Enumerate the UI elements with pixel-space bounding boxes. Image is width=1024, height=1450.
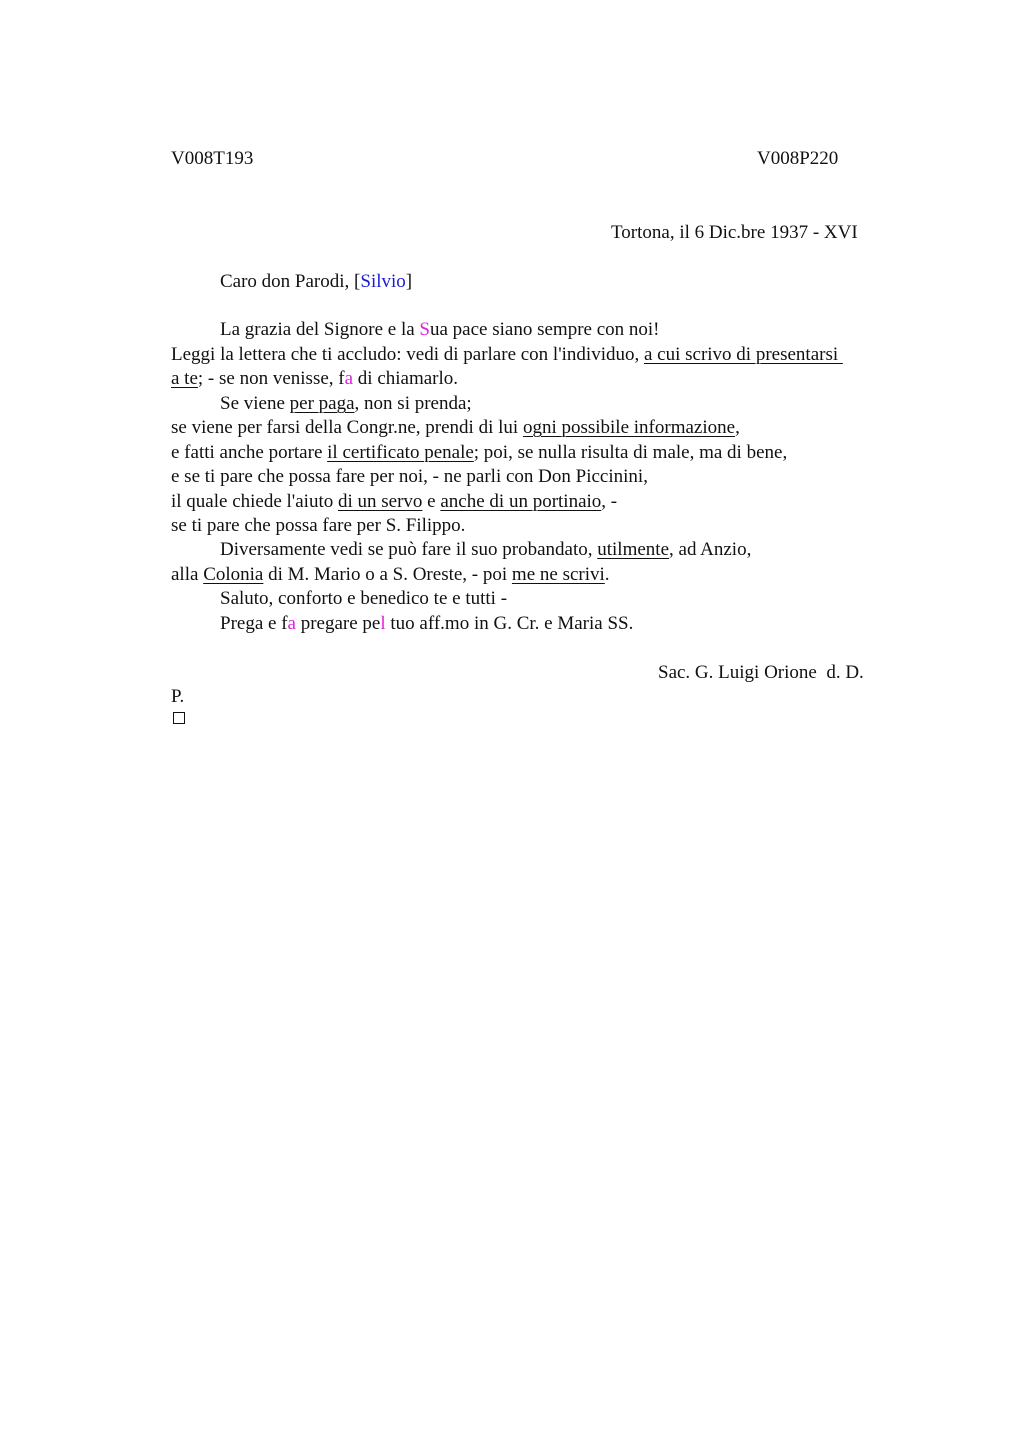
recipient-name: Silvio bbox=[360, 271, 406, 292]
underlined-text: il certificato penale bbox=[327, 442, 474, 463]
text-run: ; poi, se nulla risulta di male, ma di bene, bbox=[473, 442, 788, 463]
body-line-1 bbox=[220, 319, 660, 341]
text-run: Saluto, conforto e benedico te e tutti - bbox=[220, 588, 508, 609]
text-run: se viene per farsi della Congr.ne, prendi di lui bbox=[171, 417, 523, 438]
underlined-text: utilmente bbox=[597, 539, 670, 560]
text-run: . bbox=[604, 564, 610, 585]
body-line-12 bbox=[220, 588, 507, 610]
salutation bbox=[220, 271, 412, 293]
text-run: se ti pare che possa fare per S. Filippo. bbox=[171, 515, 466, 536]
text-run: Diversamente vedi se può fare il suo probandato, bbox=[220, 539, 598, 560]
body-line-2 bbox=[171, 344, 843, 366]
text-run: tuo aff.mo in G. Cr. e Maria SS. bbox=[385, 613, 634, 634]
corrected-letter: a bbox=[344, 368, 354, 389]
text-run: di chiamarlo. bbox=[353, 368, 459, 389]
underlined-text: anche di un portinaio bbox=[440, 491, 602, 512]
document-code-left: V008T193 bbox=[171, 148, 254, 169]
body-line-6 bbox=[171, 442, 787, 464]
text-run: e fatti anche portare bbox=[171, 442, 328, 463]
document-code-right: V008P220 bbox=[757, 148, 839, 169]
underlined-text: di un servo bbox=[337, 491, 423, 512]
underlined-text: a cui scrivo di presentarsi bbox=[643, 344, 843, 365]
text-run: e se ti pare che possa fare per noi, - ne parli con Don Piccinini, bbox=[171, 466, 648, 487]
signature: Sac. G. Luigi Orione d. D. bbox=[658, 662, 864, 683]
body-line-3 bbox=[171, 368, 458, 390]
text-run: Se viene bbox=[220, 393, 290, 414]
text-run: , bbox=[735, 417, 740, 438]
corrected-letter: l bbox=[380, 613, 386, 634]
postscript-marker: P. bbox=[171, 686, 185, 707]
body-line-11 bbox=[171, 564, 610, 586]
text-run: La grazia del Signore e la bbox=[220, 319, 420, 340]
text-run: , non si prenda; bbox=[354, 393, 472, 414]
text-run: Prega e f bbox=[220, 613, 288, 634]
text-run: , - bbox=[601, 491, 618, 512]
text-run: il quale chiede l'aiuto bbox=[171, 491, 338, 512]
corrected-letter: a bbox=[287, 613, 296, 634]
underlined-text: per paga bbox=[289, 393, 355, 414]
text-run: , ad Anzio, bbox=[669, 539, 752, 560]
bracket-open: [ bbox=[354, 271, 361, 292]
corrected-letter: S bbox=[419, 319, 430, 340]
underlined-text: ogni possibile informazione bbox=[522, 417, 736, 438]
text-run: alla bbox=[171, 564, 204, 585]
text-run: ua pace siano sempre con noi! bbox=[430, 319, 660, 340]
body-line-9 bbox=[171, 515, 465, 537]
body-line-5 bbox=[171, 417, 740, 439]
empty-square-icon bbox=[173, 712, 185, 724]
text-run: ; - se non venisse, f bbox=[197, 368, 345, 389]
body-line-8 bbox=[171, 491, 617, 513]
underlined-text: Colonia bbox=[203, 564, 264, 585]
body-line-7 bbox=[171, 466, 648, 488]
body-line-13 bbox=[220, 613, 633, 635]
bracket-close: ] bbox=[405, 271, 413, 292]
underlined-text: a te bbox=[171, 368, 198, 389]
body-line-10 bbox=[220, 539, 751, 561]
text-run: di M. Mario o a S. Oreste, - poi bbox=[263, 564, 512, 585]
text-run: e bbox=[422, 491, 441, 512]
text-run: Leggi la lettera che ti accludo: vedi di parlare con l'individuo, bbox=[171, 344, 644, 365]
salutation-text: Caro don Parodi, bbox=[220, 271, 355, 292]
text-run: pregare pe bbox=[295, 613, 381, 634]
underlined-text: me ne scrivi bbox=[511, 564, 605, 585]
body-line-4 bbox=[220, 393, 472, 415]
dateline: Tortona, il 6 Dic.bre 1937 - XVI bbox=[611, 222, 858, 243]
